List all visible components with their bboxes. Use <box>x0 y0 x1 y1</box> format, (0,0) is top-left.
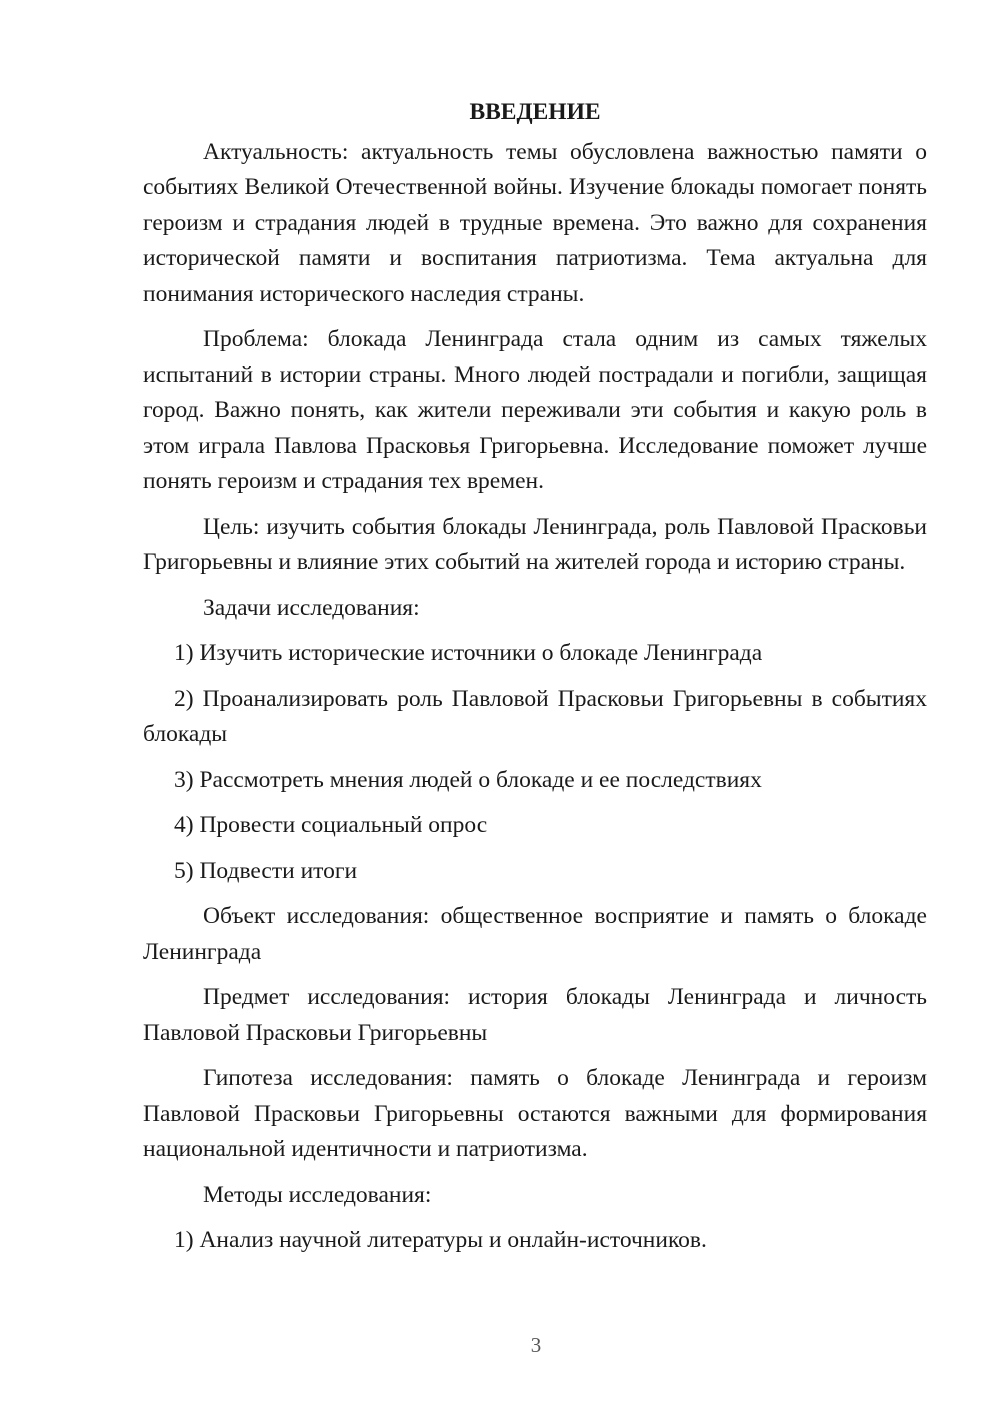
paragraph-object: Объект исследования: общественное восприятие и память о блокаде Ленинграда <box>143 903 927 965</box>
paragraph-goal: Цель: изучить события блокады Ленинграда, роль Павловой Прасковьи Григорьевны и влияние этих событий на жителей города и историю страны. <box>143 513 927 575</box>
task-item-2: 2) Проанализировать роль Павловой Прасковьи Григорьевны в событиях блокады <box>143 685 927 747</box>
paragraph-subject: Предмет исследования: история блокады Ленинграда и личность Павловой Прасковьи Григорьевны <box>143 984 927 1046</box>
paragraph-tasks-heading: Задачи исследования: <box>203 594 420 621</box>
section-title: ВВЕДЕНИЕ <box>469 99 601 125</box>
paragraph-hypothesis: Гипотеза исследования: память о блокаде Ленинграда и героизм Павловой Прасковьи Григорьевны остаются важными для формирования национальной идентичности и патриотизма. <box>143 1065 927 1162</box>
page-content <box>143 95 927 1259</box>
paragraph-problem: Проблема: блокада Ленинграда стала одним из самых тяжелых испытаний в истории страны. Много людей пострадали и погибли, защищая город. Важно понять, как жители переживали эти события и какую роль в этом играла Павлова Прасковья Григорьевна. Исследование поможет лучше понять героизм и страдания тех времен. <box>143 326 927 494</box>
paragraph-relevance: Актуальность: актуальность темы обусловлена важностью памяти о событиях Великой Отечественной войны. Изучение блокады помогает понять героизм и страдания людей в трудные времена. Это важно для сохранения исторической памяти и воспитания патриотизма. Тема актуальна для понимания исторического наследия страны. <box>143 138 927 307</box>
task-item-5: 5) Подвести итоги <box>174 857 358 884</box>
task-item-3: 3) Рассмотреть мнения людей о блокаде и ее последствиях <box>174 766 762 793</box>
task-item-1: 1) Изучить исторические источники о блокаде Ленинграда <box>174 640 763 666</box>
paragraph-methods-heading: Методы исследования: <box>203 1181 432 1208</box>
task-item-4: 4) Провести социальный опрос <box>174 812 488 838</box>
page-number: 3 <box>530 1333 542 1357</box>
method-item-1: 1) Анализ научной литературы и онлайн-источников. <box>174 1227 707 1253</box>
